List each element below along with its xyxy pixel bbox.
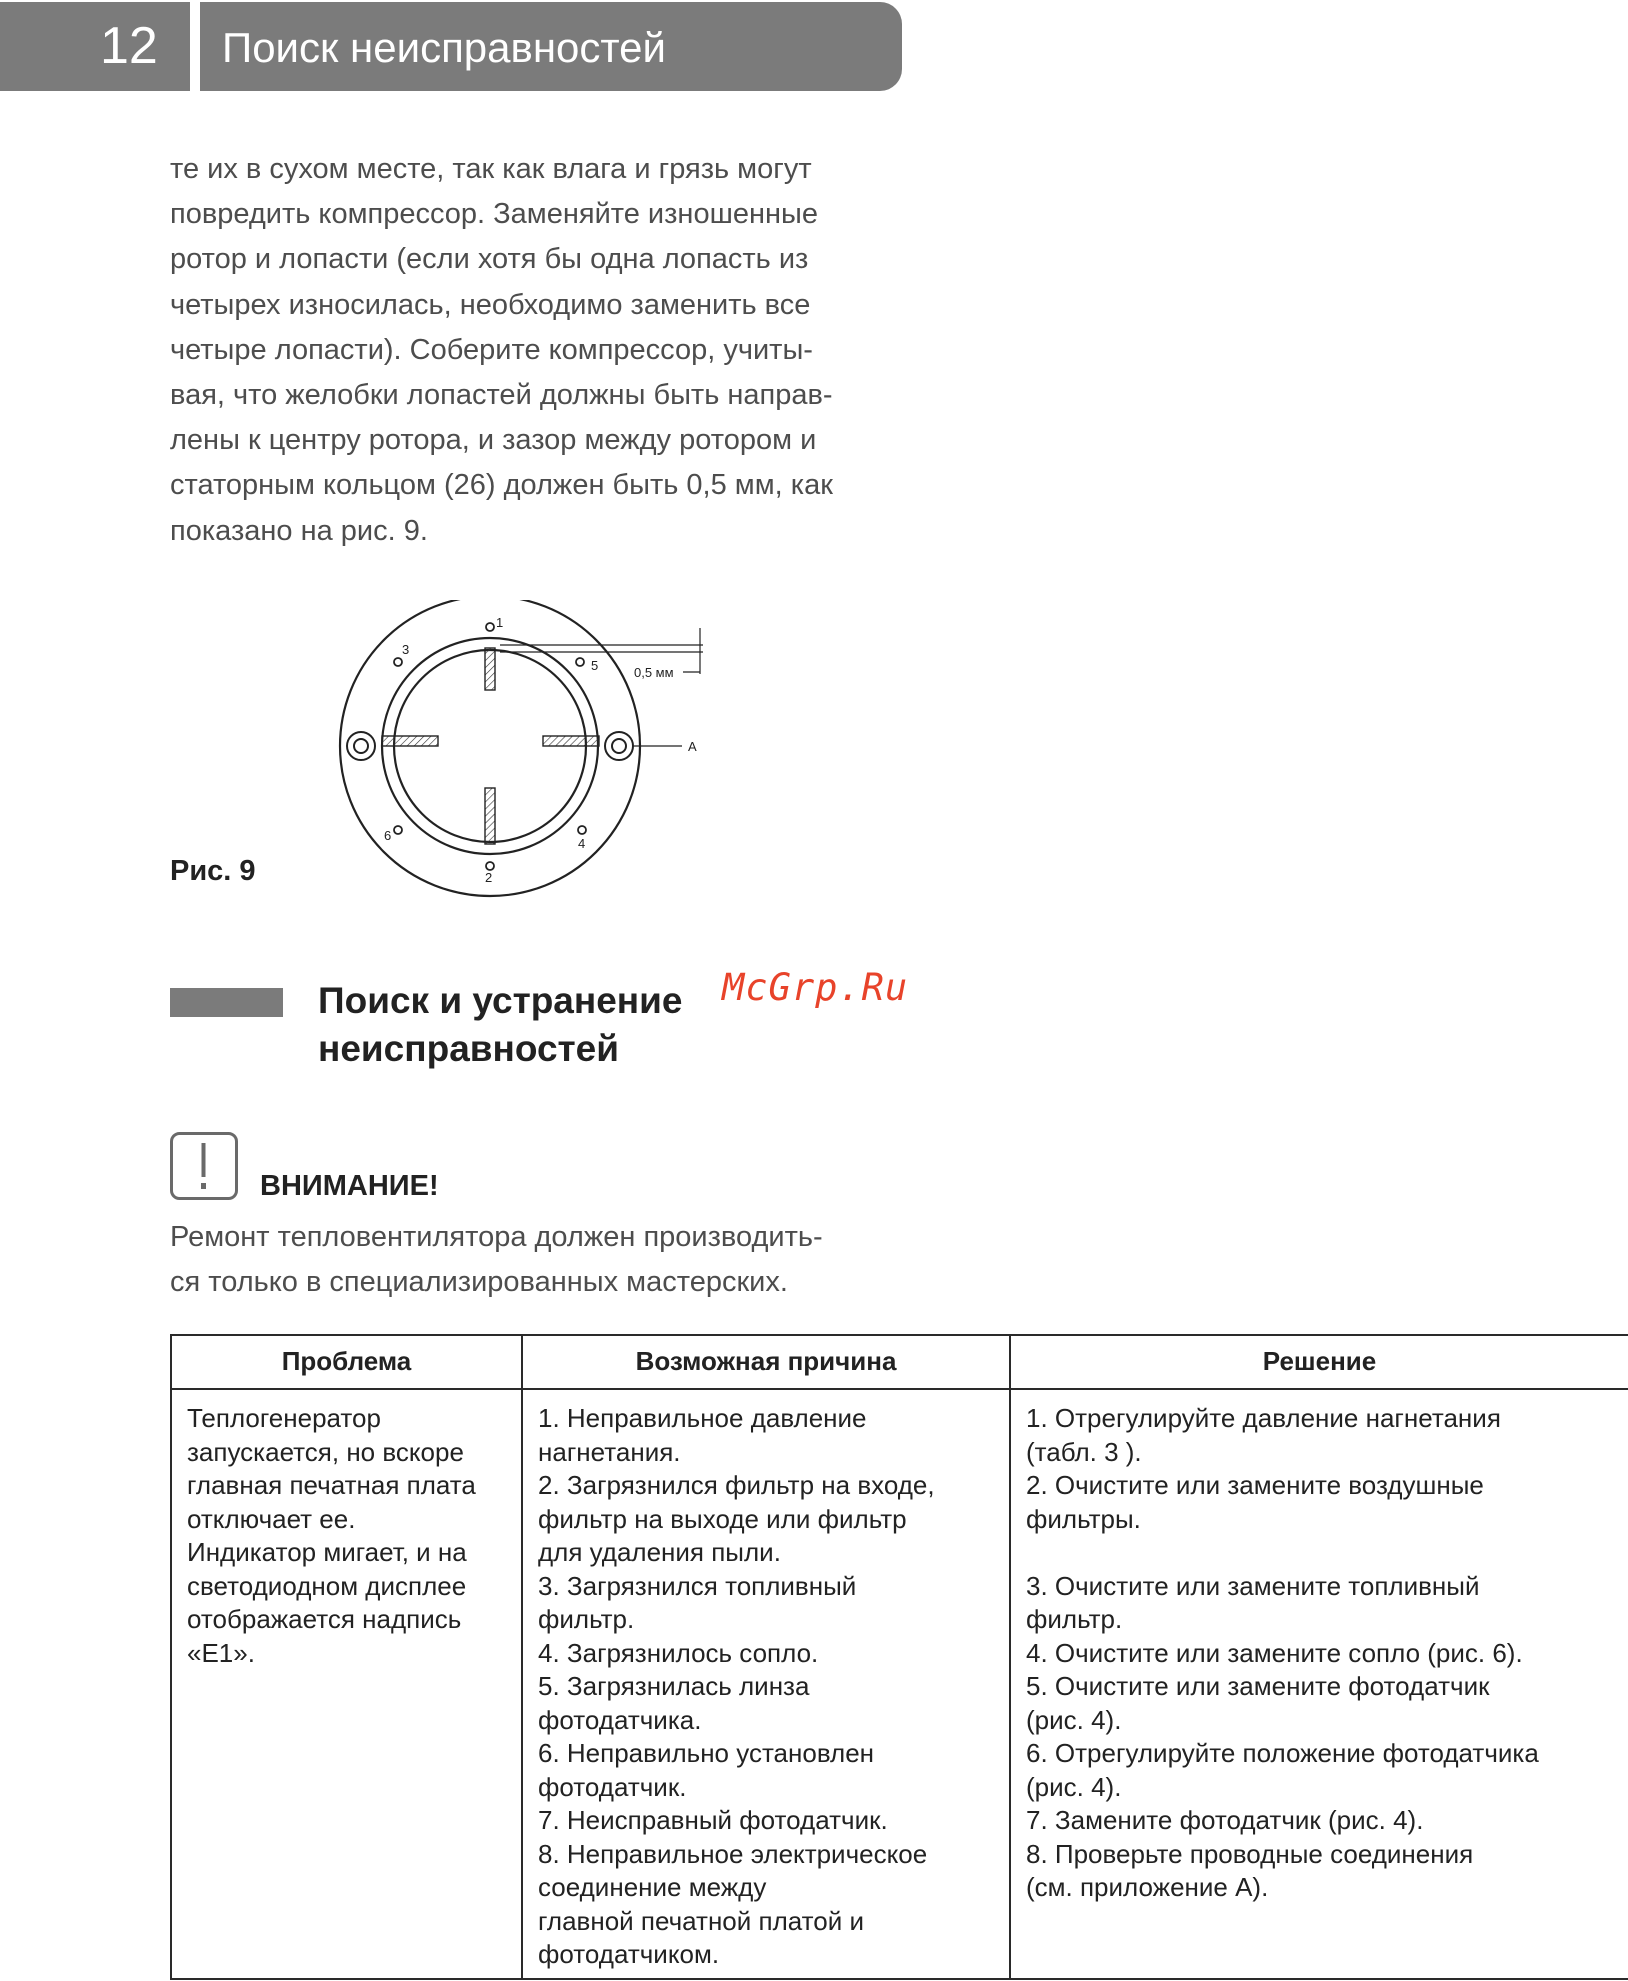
cause-line: для удаления пыли.: [538, 1537, 781, 1567]
hole-label-2: 2: [485, 870, 493, 885]
column-header-cause: Возможная причина: [522, 1335, 1010, 1389]
watermark: McGrp.Ru: [722, 966, 909, 1009]
warning-title: ВНИМАНИЕ!: [260, 1170, 439, 1202]
intro-line: вая, что желобки лопастей должны быть направ-: [170, 379, 833, 412]
solution-cell: [1010, 1389, 1628, 1979]
troubleshooting-table: [170, 1334, 1628, 1980]
column-header-solution: Решение: [1010, 1335, 1628, 1389]
cause-line: 7. Неисправный фотодатчик.: [538, 1805, 888, 1835]
solution-line: 7. Замените фотодатчик (рис. 4).: [1026, 1805, 1424, 1835]
hole-label-5: 5: [591, 658, 599, 673]
problem-line: «E1».: [187, 1637, 255, 1668]
hole-2: [486, 862, 494, 870]
column-header-problem: Проблема: [171, 1335, 522, 1389]
cause-line: 5. Загрязнилась линза: [538, 1671, 810, 1701]
hole-label-6: 6: [384, 828, 392, 843]
hole-4: [578, 826, 586, 834]
solution-line: фильтр.: [1026, 1604, 1123, 1634]
intro-line: четырех износилась, необходимо заменить все: [170, 288, 811, 321]
intro-line: повредить компрессор. Заменяйте изношенные: [170, 198, 818, 231]
intro-line: те их в сухом месте, так как влага и грязь могут: [170, 153, 812, 185]
hole-6: [394, 826, 402, 834]
cause-line: фильтр.: [538, 1604, 635, 1634]
intro-line: показано на рис. 9.: [170, 514, 428, 547]
vane-left: [382, 736, 438, 746]
header-divider: [190, 2, 200, 91]
intro-line: четыре лопасти). Соберите компрессор, учиты-: [170, 333, 813, 366]
solution-line: (табл. 3 ).: [1026, 1436, 1142, 1467]
cause-cell: [522, 1389, 1010, 1979]
intro-line: ротор и лопасти (если хотя бы одна лопасть из: [170, 243, 809, 276]
hole-5: [576, 658, 584, 666]
problem-line: Индикатор мигает, и на: [187, 1537, 467, 1567]
hole-1: [486, 623, 494, 631]
problem-line: отображается надпись: [187, 1604, 462, 1634]
solution-line: фильтры.: [1026, 1503, 1141, 1534]
solution-line: 2. Очистите или замените воздушные: [1026, 1470, 1484, 1500]
solution-line: 4. Очистите или замените сопло (рис. 6).: [1026, 1637, 1523, 1668]
hole-label-4: 4: [578, 836, 586, 851]
vane-top: [485, 648, 495, 690]
problem-line: запускается, но вскоре: [187, 1436, 464, 1467]
solution-line: 1. Отрегулируйте давление нагнетания: [1026, 1403, 1501, 1433]
pointer-label-a: A: [688, 739, 697, 754]
figure-caption: Рис. 9: [170, 855, 256, 887]
bolt-right-outer: [605, 732, 633, 760]
bolt-left-outer: [347, 732, 375, 760]
cause-line: 4. Загрязнилось сопло.: [538, 1637, 819, 1668]
cause-line: фильтр на выходе или фильтр: [538, 1503, 907, 1534]
cause-line: 3. Загрязнился топливный: [538, 1570, 857, 1601]
hole-3: [394, 658, 402, 666]
problem-line: светодиодном дисплее: [187, 1570, 467, 1601]
problem-line: Теплогенератор: [187, 1403, 381, 1433]
vane-right: [543, 736, 599, 746]
section-marker-bar: [170, 988, 283, 1017]
problem-line: отключает ее.: [187, 1503, 356, 1534]
table-header-row: [171, 1335, 1628, 1389]
warning-line: Ремонт тепловентилятора должен производить-: [170, 1221, 823, 1253]
cause-line: фотодатчик.: [538, 1771, 687, 1802]
page-number: 12: [100, 17, 158, 75]
bolt-right-inner: [612, 739, 626, 753]
cause-line: фотодатчиком.: [538, 1939, 720, 1969]
solution-line: 3. Очистите или замените топливный: [1026, 1570, 1480, 1601]
solution-line: (рис. 4).: [1026, 1771, 1122, 1802]
intro-line: статорным кольцом (26) должен быть 0,5 мм, как: [170, 469, 833, 502]
problem-line: главная печатная плата: [187, 1470, 476, 1500]
table-row: [171, 1389, 1628, 1979]
cause-line: 6. Неправильно установлен: [538, 1738, 875, 1768]
solution-line: (рис. 4).: [1026, 1704, 1122, 1735]
vane-bottom: [485, 788, 495, 844]
solution-line: 5. Очистите или замените фотодатчик: [1026, 1671, 1490, 1701]
cause-line: 8. Неправильное электрическое: [538, 1838, 928, 1869]
solution-line: (см. приложение А).: [1026, 1872, 1269, 1902]
cause-line: главной печатной платой и: [538, 1905, 864, 1936]
cause-line: нагнетания.: [538, 1436, 681, 1467]
cause-line: 1. Неправильное давление: [538, 1403, 867, 1433]
section-title-line: Поиск и устранение: [318, 980, 683, 1021]
warning-text: [170, 1215, 875, 1305]
gap-label: 0,5 мм: [634, 665, 674, 680]
problem-cell: [171, 1389, 522, 1979]
bolt-left-inner: [354, 739, 368, 753]
intro-paragraph: [170, 147, 875, 554]
hole-label-1: 1: [496, 615, 504, 630]
warning-icon: [170, 1132, 238, 1200]
hole-label-3: 3: [402, 642, 410, 657]
compressor-rotor-diagram: [330, 600, 750, 900]
cause-line: 2. Загрязнился фильтр на входе,: [538, 1470, 935, 1500]
section-title-line: неисправностей: [318, 1028, 620, 1069]
page-title: Поиск неисправностей: [222, 24, 666, 71]
solution-line: 6. Отрегулируйте положение фотодатчика: [1026, 1738, 1539, 1768]
cause-line: фотодатчика.: [538, 1704, 702, 1735]
warning-line: ся только в специализированных мастерских.: [170, 1266, 788, 1298]
cause-line: соединение между: [538, 1872, 767, 1902]
solution-line: 8. Проверьте проводные соединения: [1026, 1838, 1474, 1869]
solution-line: [1026, 1536, 1613, 1570]
intro-line: лены к центру ротора, и зазор между ротором и: [170, 424, 817, 457]
